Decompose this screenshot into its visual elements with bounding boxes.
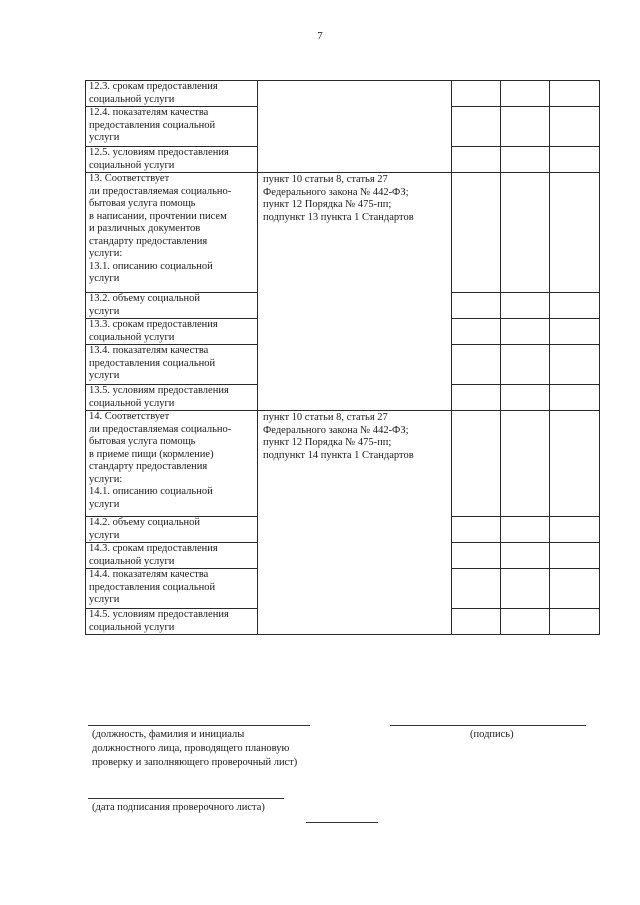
page-number: 7: [317, 30, 323, 42]
answer-no-cell[interactable]: [501, 385, 550, 411]
answer-no-cell[interactable]: [501, 173, 550, 293]
signature-caption: (подпись): [470, 729, 514, 740]
requirement-cell: 12.5. условиям предоставления социальной услуги: [86, 147, 258, 173]
requirement-cell: 14.3. срокам предоставления социальной услуги: [86, 543, 258, 569]
answer-yes-cell[interactable]: [452, 107, 501, 147]
table-row: [86, 411, 600, 517]
table-row: [86, 173, 600, 293]
answer-na-cell[interactable]: [550, 293, 600, 319]
answer-no-cell[interactable]: [501, 319, 550, 345]
answer-no-cell[interactable]: [501, 293, 550, 319]
answer-na-cell[interactable]: [550, 543, 600, 569]
requirement-cell: 14.5. условиям предоставления социальной услуги: [86, 609, 258, 635]
requirement-cell: 12.3. срокам предоставления социальной услуги: [86, 81, 258, 107]
answer-no-cell[interactable]: [501, 107, 550, 147]
requirement-cell: 13.2. объему социальной услуги: [86, 293, 258, 319]
signature-line: [390, 725, 586, 726]
answer-yes-cell[interactable]: [452, 543, 501, 569]
answer-na-cell[interactable]: [550, 517, 600, 543]
answer-no-cell[interactable]: [501, 411, 550, 517]
answer-no-cell[interactable]: [501, 543, 550, 569]
answer-na-cell[interactable]: [550, 107, 600, 147]
answer-na-cell[interactable]: [550, 385, 600, 411]
official-caption: (должность, фамилия и инициалы должностного лица, проводящего плановую проверку и заполняющего проверочный лист): [92, 729, 298, 768]
requirement-cell: 14.4. показателям качества предоставления социальной услуги: [86, 569, 258, 609]
answer-no-cell[interactable]: [501, 609, 550, 635]
answer-na-cell[interactable]: [550, 345, 600, 385]
table-row: [86, 81, 600, 107]
answer-na-cell[interactable]: [550, 569, 600, 609]
answer-no-cell[interactable]: [501, 147, 550, 173]
legal-reference-cell: пункт 10 статьи 8, статья 27 Федерального закона № 442-ФЗ; пункт 12 Порядка № 475-пп; подпункт 14 пункта 1 Стандартов: [258, 411, 452, 635]
requirement-cell: 13.4. показателям качества предоставления социальной услуги: [86, 345, 258, 385]
answer-yes-cell[interactable]: [452, 173, 501, 293]
answer-na-cell[interactable]: [550, 609, 600, 635]
answer-yes-cell[interactable]: [452, 147, 501, 173]
requirement-cell: 14.2. объему социальной услуги: [86, 517, 258, 543]
checklist-table: [85, 80, 600, 635]
answer-na-cell[interactable]: [550, 173, 600, 293]
answer-yes-cell[interactable]: [452, 293, 501, 319]
legal-reference-cell: [258, 81, 452, 173]
official-signature-line: [88, 725, 310, 726]
answer-no-cell[interactable]: [501, 345, 550, 385]
answer-yes-cell[interactable]: [452, 385, 501, 411]
legal-reference-cell: пункт 10 статьи 8, статья 27 Федерального закона № 442-ФЗ; пункт 12 Порядка № 475-пп; подпункт 13 пункта 1 Стандартов: [258, 173, 452, 411]
answer-no-cell[interactable]: [501, 569, 550, 609]
answer-yes-cell[interactable]: [452, 411, 501, 517]
answer-na-cell[interactable]: [550, 319, 600, 345]
answer-no-cell[interactable]: [501, 81, 550, 107]
requirement-cell: 14. Соответствует ли предоставляемая социально- бытовая услуга помощь в приеме пищи (кормление) стандарту предоставления услуги: 14.1. описанию социальной услуги: [86, 411, 258, 517]
requirement-cell: 13.3. срокам предоставления социальной услуги: [86, 319, 258, 345]
requirement-cell: 13.5. условиям предоставления социальной услуги: [86, 385, 258, 411]
date-caption: (дата подписания проверочного листа): [92, 802, 265, 813]
requirement-cell: 12.4. показателям качества предоставления социальной услуги: [86, 107, 258, 147]
closing-line: [306, 822, 378, 823]
answer-yes-cell[interactable]: [452, 569, 501, 609]
answer-yes-cell[interactable]: [452, 609, 501, 635]
answer-na-cell[interactable]: [550, 147, 600, 173]
answer-na-cell[interactable]: [550, 411, 600, 517]
answer-yes-cell[interactable]: [452, 319, 501, 345]
answer-no-cell[interactable]: [501, 517, 550, 543]
requirement-cell: 13. Соответствует ли предоставляемая социально- бытовая услуга помощь в написании, прочтении писем и различных документов стандарту предоставления услуги: 13.1. описанию социальной услуги: [86, 173, 258, 293]
date-line: [88, 798, 284, 799]
answer-na-cell[interactable]: [550, 81, 600, 107]
answer-yes-cell[interactable]: [452, 517, 501, 543]
answer-yes-cell[interactable]: [452, 345, 501, 385]
answer-yes-cell[interactable]: [452, 81, 501, 107]
